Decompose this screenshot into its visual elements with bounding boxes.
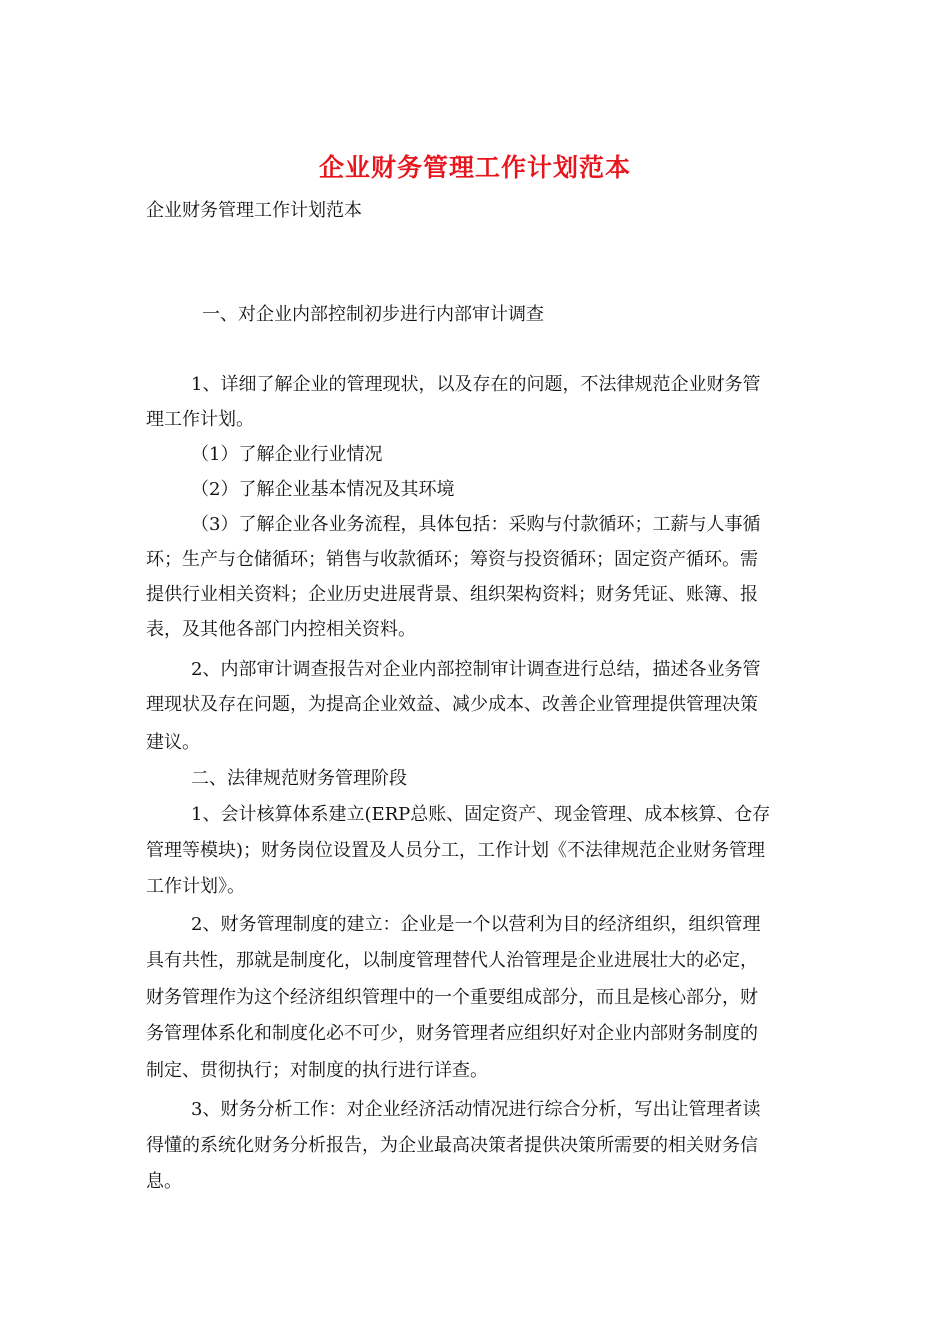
paragraph-line: 管理等模块)；财务岗位设置及人员分工，工作计划《不法律规范企业财务管理 bbox=[146, 840, 766, 861]
paragraph-line: 1、详细了解企业的管理现状，以及存在的问题，不法律规范企业财务管 bbox=[191, 374, 761, 395]
paragraph-line: 理工作计划。 bbox=[146, 409, 254, 430]
paragraph-line: 工作计划》。 bbox=[146, 876, 245, 897]
paragraph-line: 2、财务管理制度的建立：企业是一个以营利为目的经济组织，组织管理 bbox=[191, 914, 761, 935]
paragraph-line: 理现状及存在问题，为提高企业效益、减少成本、改善企业管理提供管理决策 bbox=[146, 694, 758, 715]
paragraph-line: 提供行业相关资料；企业历史进展背景、组织架构资料；财务凭证、账簿、报 bbox=[146, 584, 758, 605]
list-item: （1）了解企业行业情况 bbox=[191, 444, 383, 465]
section-heading-2: 二、法律规范财务管理阶段 bbox=[191, 768, 407, 789]
paragraph-line: 得懂的系统化财务分析报告，为企业最高决策者提供决策所需要的相关财务信 bbox=[146, 1135, 758, 1156]
list-item: （2）了解企业基本情况及其环境 bbox=[191, 479, 455, 500]
section-heading-1: 一、对企业内部控制初步进行内部审计调查 bbox=[202, 304, 544, 325]
paragraph-line: 环；生产与仓储循环；销售与收款循环；筹资与投资循环；固定资产循环。需 bbox=[146, 549, 758, 570]
paragraph-line: 具有共性，那就是制度化，以制度管理替代人治管理是企业进展壮大的必定， bbox=[146, 950, 758, 971]
document-subtitle: 企业财务管理工作计划范本 bbox=[146, 200, 362, 221]
paragraph-line: 3、财务分析工作：对企业经济活动情况进行综合分析，写出让管理者读 bbox=[191, 1099, 761, 1120]
paragraph-line: 财务管理作为这个经济组织管理中的一个重要组成部分，而且是核心部分，财 bbox=[146, 987, 758, 1008]
paragraph-line: 务管理体系化和制度化必不可少，财务管理者应组织好对企业内部财务制度的 bbox=[146, 1023, 758, 1044]
paragraph-line: 1、会计核算体系建立(ERP总账、固定资产、现金管理、成本核算、仓存 bbox=[191, 804, 771, 825]
paragraph-line: 建议。 bbox=[146, 732, 200, 753]
paragraph-line: 2、内部审计调查报告对企业内部控制审计调查进行总结，描述各业务管 bbox=[191, 659, 761, 680]
list-item: （3）了解企业各业务流程，具体包括：采购与付款循环；工薪与人事循 bbox=[191, 514, 761, 535]
paragraph-line: 息。 bbox=[146, 1171, 182, 1192]
document-title: 企业财务管理工作计划范本 bbox=[318, 153, 631, 182]
paragraph-line: 制定、贯彻执行；对制度的执行进行详查。 bbox=[146, 1060, 488, 1081]
paragraph-line: 表，及其他各部门内控相关资料。 bbox=[146, 619, 416, 640]
